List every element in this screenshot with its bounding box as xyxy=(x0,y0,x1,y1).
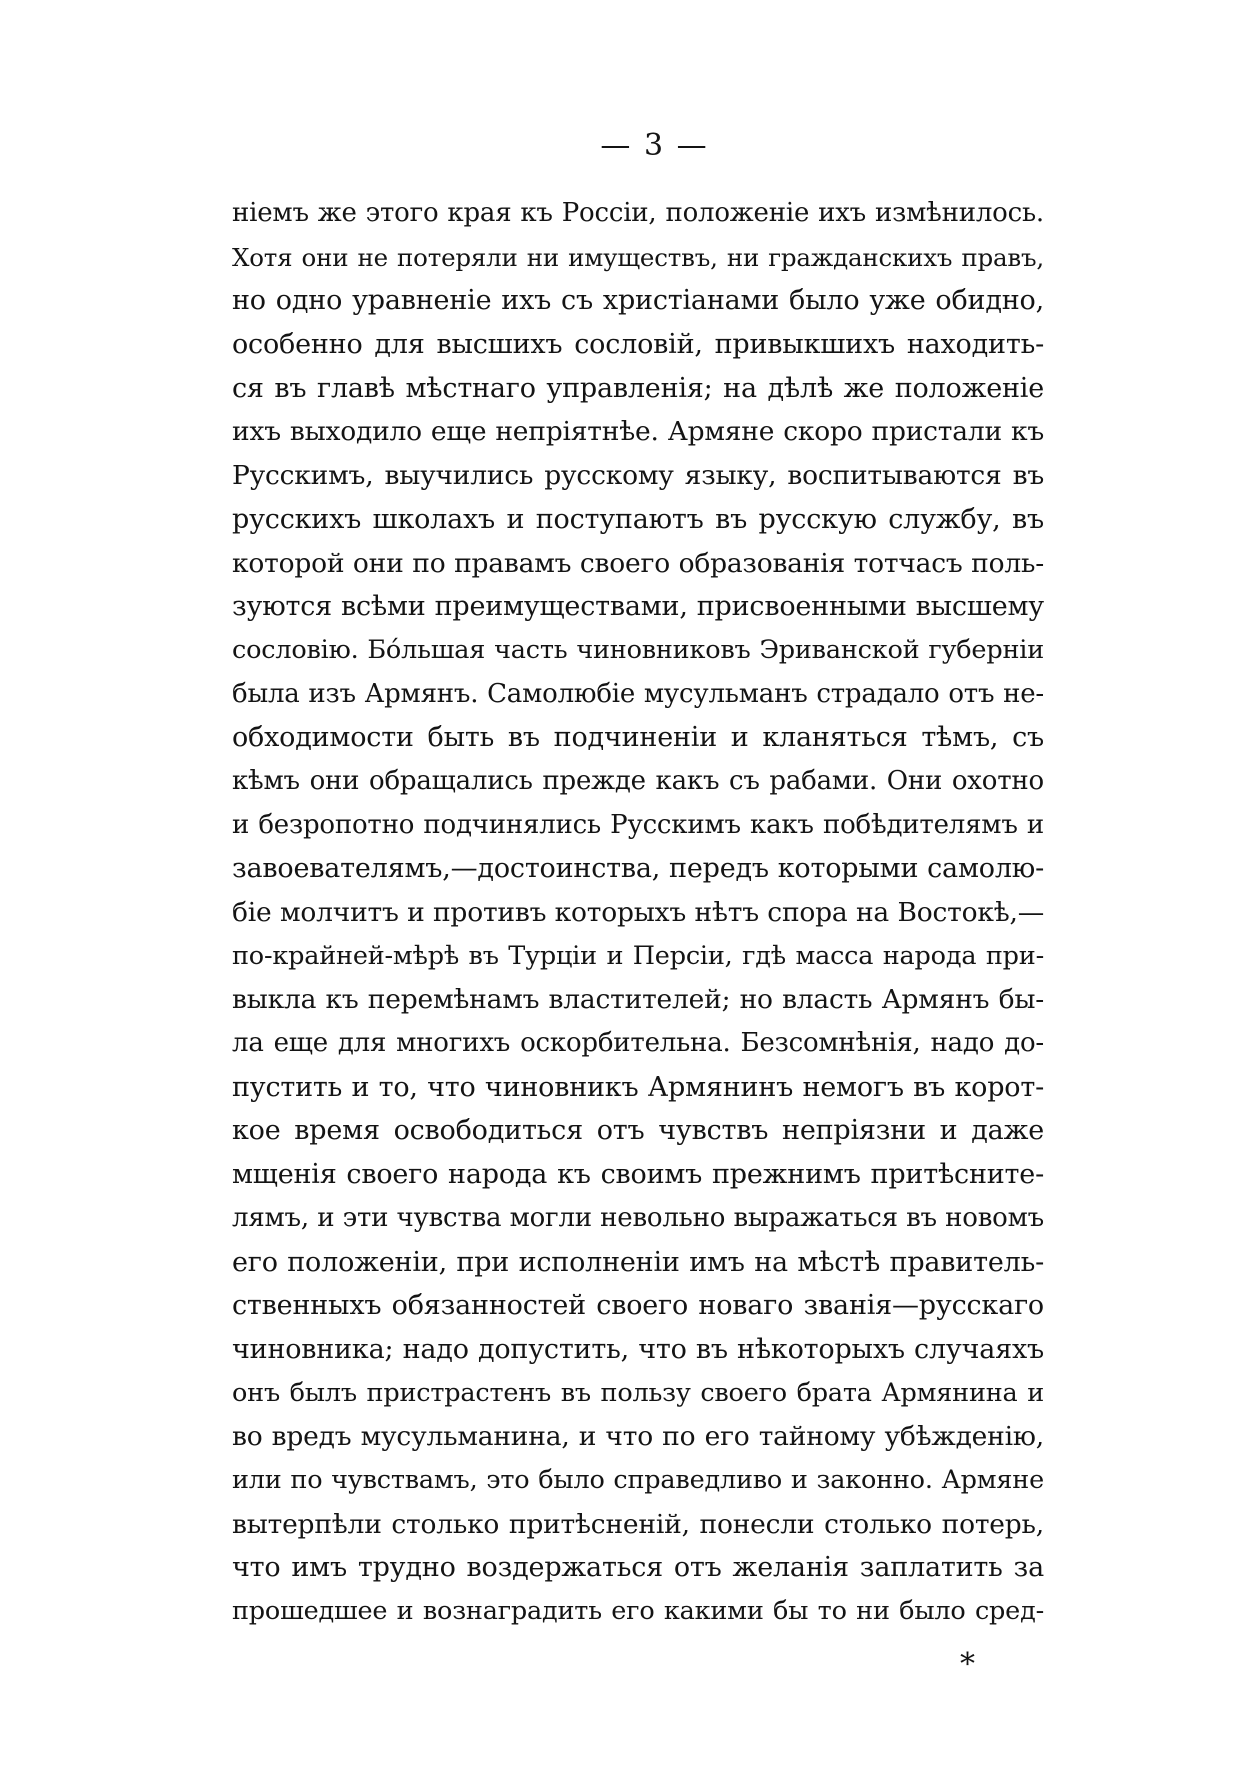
text-line: онъ былъ пристрастенъ въ пользу своего брата Армянина и xyxy=(232,1377,1044,1408)
text-line: русскихъ школахъ и поступаютъ въ русскую службу, въ xyxy=(232,503,1044,535)
text-line: особенно для высшихъ сословій, привыкшихъ находить- xyxy=(232,329,1044,361)
text-line: его положеніи, при исполненіи имъ на мѣстѣ правитель- xyxy=(232,1246,1044,1278)
text-line: ихъ выходило еще непріятнѣе. Армяне скоро пристали къ xyxy=(232,416,1044,448)
text-line: мщенія своего народа къ своимъ прежнимъ притѣсните- xyxy=(232,1159,1044,1191)
text-line: была изъ Армянъ. Самолюбіе мусульманъ страдало отъ не- xyxy=(232,678,1044,709)
text-line: во вредъ мусульманина, и что по его тайному убѣжденію, xyxy=(232,1421,1044,1453)
text-line: чиновника; надо допустить, что въ нѣкоторыхъ случаяхъ xyxy=(232,1333,1044,1365)
text-line: или по чувствамъ, это было справедливо и законно. Армяне xyxy=(232,1464,1044,1495)
text-line: обходимости быть въ подчиненіи и кланяться тѣмъ, съ xyxy=(232,722,1044,754)
text-line: что имъ трудно воздержаться отъ желанія заплатить за xyxy=(232,1552,1044,1584)
text-line: пустить и то, что чиновникъ Армянинъ немогъ въ корот- xyxy=(232,1071,1044,1103)
text-line: сословію. Бо́льшая часть чиновниковъ Эриванской губерніи xyxy=(232,634,1044,665)
text-line: Русскимъ, выучились русскому языку, воспитываются въ xyxy=(232,460,1044,492)
signature-mark: * xyxy=(960,1647,975,1682)
text-line: вытерпѣли столько притѣсненій, понесли столько потерь, xyxy=(232,1508,1044,1540)
text-line: и безропотно подчинялись Русскимъ какъ побѣдителямъ и xyxy=(232,809,1044,840)
text-line: кое время освободиться отъ чувствъ непріязни и даже xyxy=(232,1115,1044,1147)
text-line: Хотя они не потеряли ни имуществъ, ни гражданскихъ правъ, xyxy=(232,242,1044,272)
text-line: по-крайней-мѣрѣ въ Турціи и Персіи, гдѣ масса народа при- xyxy=(232,940,1044,971)
text-line: ніемъ же этого края къ Россіи, положеніе ихъ измѣнилось. xyxy=(232,198,1044,228)
body-text xyxy=(232,192,1044,1634)
text-line: которой они по правамъ своего образованія тотчасъ поль- xyxy=(232,547,1044,579)
text-line: зуются всѣми преимуществами, присвоенными высшему xyxy=(232,591,1044,623)
text-line: завоевателямъ,—достоинства, передъ которыми самолю- xyxy=(232,853,1044,885)
text-line: кѣмъ они обращались прежде какъ съ рабами. Они охотно xyxy=(232,765,1044,796)
text-line: біе молчитъ и противъ которыхъ нѣтъ спора на Востокѣ,— xyxy=(232,897,1044,928)
text-line: выкла къ перемѣнамъ властителей; но власть Армянъ бы- xyxy=(232,984,1044,1016)
text-line: но одно уравненіе ихъ съ христіанами было уже обидно, xyxy=(232,285,1044,317)
text-line: ла еще для многихъ оскорбительна. Безсомнѣнія, надо до- xyxy=(232,1028,1044,1059)
text-line: ся въ главѣ мѣстнаго управленія; на дѣлѣ же положеніе xyxy=(232,372,1044,404)
text-line: прошедшее и вознаградить его какими бы то ни было сред- xyxy=(232,1596,1044,1626)
text-line: ственныхъ обязанностей своего новаго званія—русскаго xyxy=(232,1290,1044,1322)
text-line: лямъ, и эти чувства могли невольно выражаться въ новомъ xyxy=(232,1202,1044,1233)
page-number: — 3 — xyxy=(600,128,709,163)
